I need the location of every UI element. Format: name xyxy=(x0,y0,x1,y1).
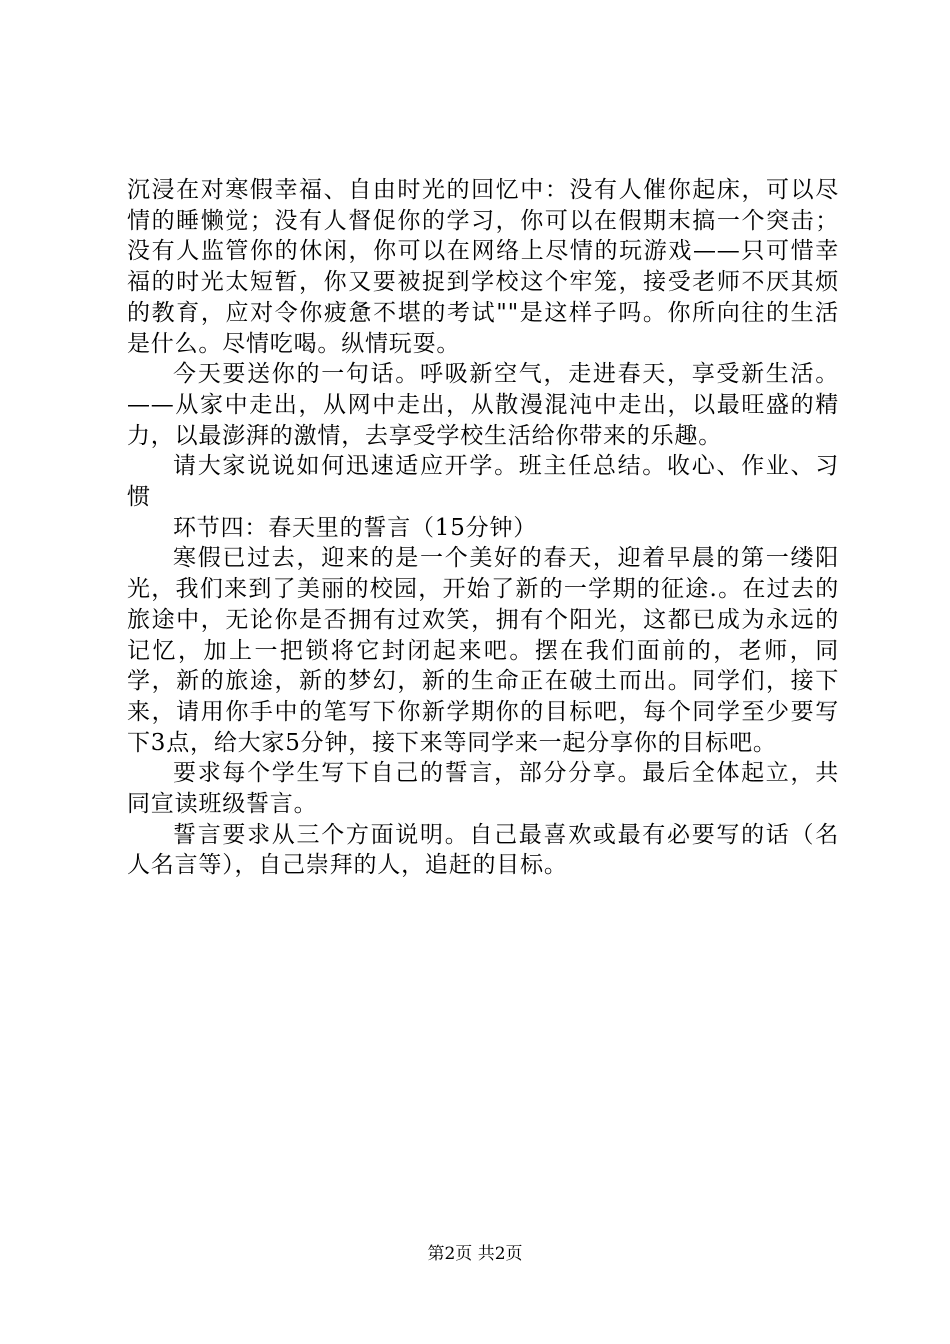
paragraph-5: 寒假已过去，迎来的是一个美好的春天，迎着早晨的第一缕阳光，我们来到了美丽的校园，开始了新的一学期的征途.。在过去的旅途中，无论你是否拥有过欢笑，拥有个阳光，这都已成为永远的记忆，加上一把锁将它封闭起来吧。摆在我们面前的，老师，同学，新的旅途，新的梦幻，新的生命正在破土而出。同学们，接下来，请用你手中的笔写下你新学期你的目标吧，每个同学至少要写下3点，给大家5分钟，接下来等同学来一起分享你的目标吧。 xyxy=(127,545,839,756)
paragraph-2: 今天要送你的一句话。呼吸新空气，走进春天，享受新生活。——从家中走出，从网中走出，从散漫混沌中走出，以最旺盛的精力，以最澎湃的激情，去享受学校生活给你带来的乐趣。 xyxy=(127,361,839,449)
page-number-footer: 第2页 共2页 xyxy=(427,1244,523,1264)
paragraph-3: 请大家说说如何迅速适应开学。班主任总结。收心、作业、习惯 xyxy=(127,453,839,511)
paragraph-1: 沉浸在对寒假幸福、自由时光的回忆中：没有人催你起床，可以尽情的睡懒觉；没有人督促你的学习，你可以在假期末搞一个突击；没有人监管你的休闲，你可以在网络上尽情的玩游戏——只可惜幸福的时光太短暂，你又要被捉到学校这个牢笼，接受老师不厌其烦的教育，应对令你疲惫不堪的考试""是这样子吗。你所向往的生活是什么。尽情吃喝。纵情玩耍。 xyxy=(127,177,839,357)
paragraph-6: 要求每个学生写下自己的誓言，部分分享。最后全体起立，共同宣读班级誓言。 xyxy=(127,760,839,818)
paragraph-7: 誓言要求从三个方面说明。自己最喜欢或最有必要写的话（名人名言等），自己崇拜的人，追赶的目标。 xyxy=(127,821,839,879)
section-heading: 环节四：春天里的誓言（15分钟） xyxy=(173,514,538,541)
document-body xyxy=(127,175,839,881)
